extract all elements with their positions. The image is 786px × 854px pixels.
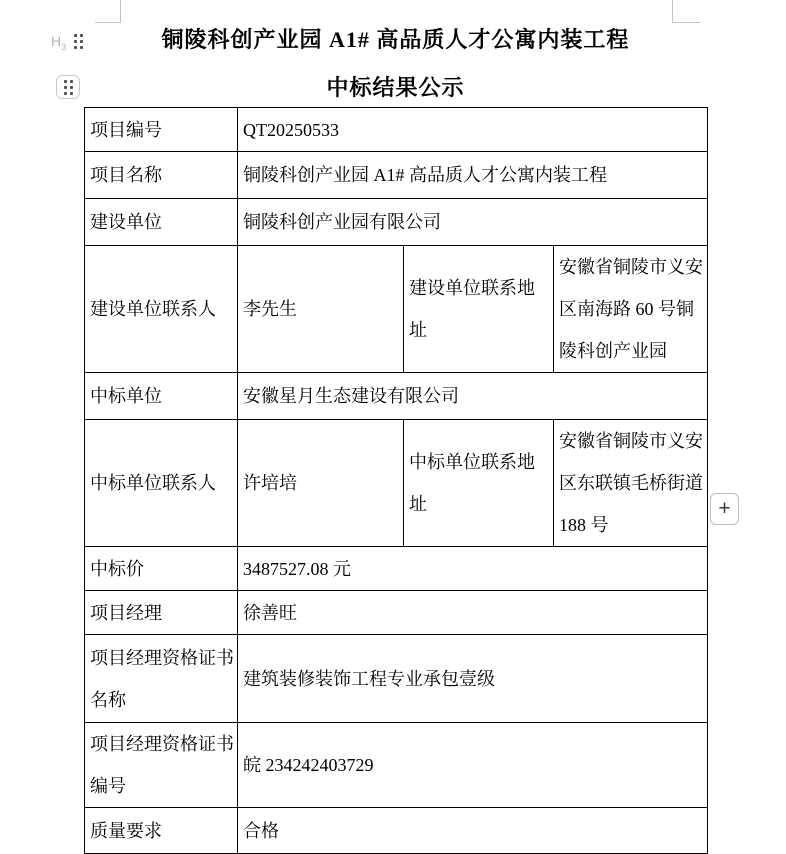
six-dots-icon [64, 80, 73, 95]
table-row [85, 723, 708, 808]
table-row [85, 108, 708, 152]
value-cell[interactable]: 建筑装修装饰工程专业承包壹级 [238, 635, 708, 723]
value-cell[interactable]: 3487527.08 元 [238, 547, 708, 591]
label-cell[interactable]: 建设单位联系地址 [404, 246, 554, 373]
title-line-1: 铜陵科创产业园 A1# 高品质人才公寓内装工程 [161, 27, 630, 52]
table-row [85, 808, 708, 854]
table-row [85, 635, 708, 723]
value-cell[interactable]: 徐善旺 [238, 591, 708, 635]
table-row [85, 246, 708, 373]
label-cell[interactable]: 质量要求 [85, 808, 238, 854]
table-row [85, 591, 708, 635]
table-drag-handle-button[interactable] [56, 75, 80, 99]
label-cell[interactable]: 项目名称 [85, 152, 238, 199]
label-cell[interactable]: 项目编号 [85, 108, 238, 152]
value-cell[interactable]: 安徽省铜陵市义安区东联镇毛桥街道 188 号 [554, 420, 708, 547]
table-row [85, 420, 708, 547]
value-cell[interactable]: 李先生 [238, 246, 404, 373]
add-block-button[interactable]: + [710, 493, 739, 525]
value-cell[interactable]: 合格 [238, 808, 708, 854]
value-cell[interactable]: 安徽星月生态建设有限公司 [238, 373, 708, 420]
heading-level-indicator: $H_3$ [51, 33, 67, 52]
announcement-table [84, 107, 708, 854]
value-cell[interactable]: 铜陵科创产业园有限公司 [238, 199, 708, 246]
label-cell[interactable]: 建设单位 [85, 199, 238, 246]
label-cell[interactable]: 中标单位 [85, 373, 238, 420]
title-line-2: 中标结果公示 [326, 75, 465, 100]
label-cell[interactable]: 中标单位联系地址 [404, 420, 554, 547]
label-cell[interactable]: 项目经理资格证书名称 [85, 635, 238, 723]
label-cell[interactable]: 中标单位联系人 [85, 420, 238, 547]
label-cell[interactable]: 中标价 [85, 547, 238, 591]
table-row [85, 199, 708, 246]
value-cell[interactable]: 安徽省铜陵市义安区南海路 60 号铜陵科创产业园 [554, 246, 708, 373]
label-cell[interactable]: 项目经理资格证书编号 [85, 723, 238, 808]
value-cell[interactable]: 铜陵科创产业园 A1# 高品质人才公寓内装工程 [238, 152, 708, 199]
table-row [85, 547, 708, 591]
heading-drag-handle-icon[interactable] [74, 34, 83, 49]
value-cell[interactable]: 皖 234242403729 [238, 723, 708, 808]
table-row [85, 152, 708, 199]
document-title[interactable] [84, 16, 707, 112]
label-cell[interactable]: 建设单位联系人 [85, 246, 238, 373]
table-row [85, 373, 708, 420]
value-cell[interactable]: 许培培 [238, 420, 404, 547]
label-cell[interactable]: 项目经理 [85, 591, 238, 635]
value-cell[interactable]: QT20250533 [238, 108, 708, 152]
